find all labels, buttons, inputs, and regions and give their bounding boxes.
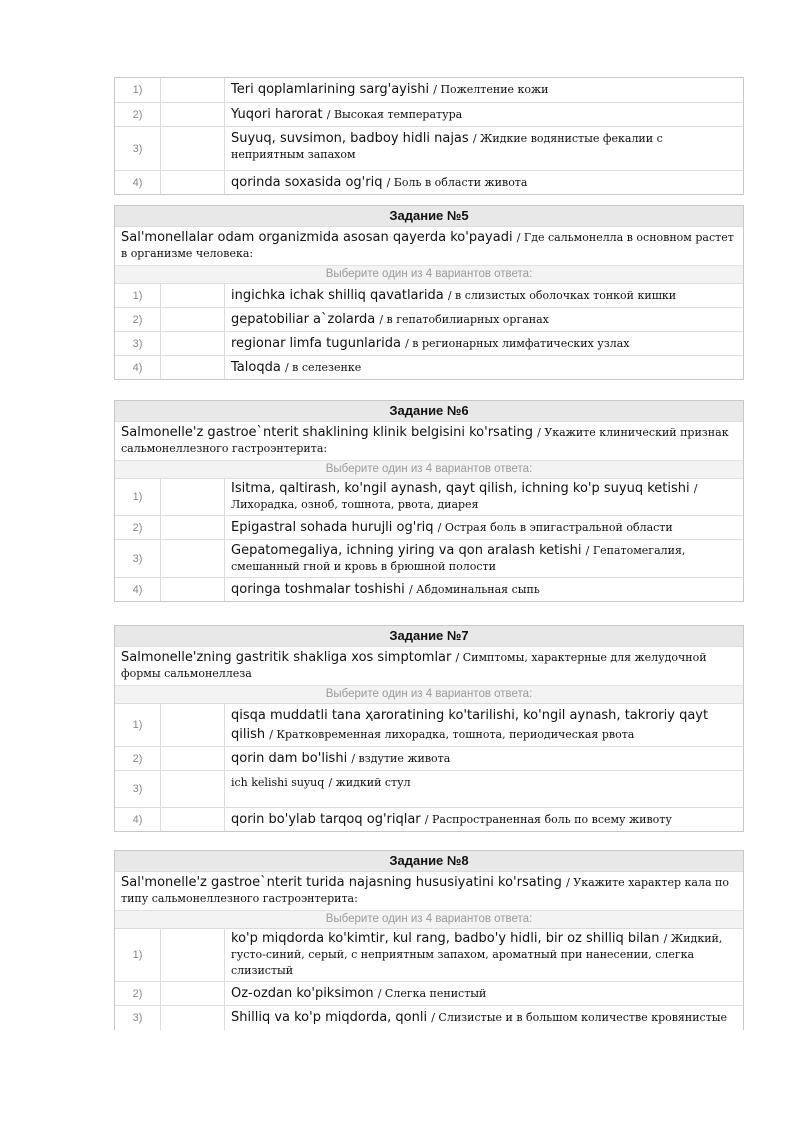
answer-hint: Выберите один из 4 вариантов ответа: xyxy=(115,910,743,928)
answer-number: 1) xyxy=(115,284,161,307)
answer-number: 1) xyxy=(115,704,161,746)
question-text: Salmonelle'zning gastritik shakliga xos simptomlar / Симптомы, характерные для желудочной формы сальмонеллеза xyxy=(115,646,743,685)
answer-row[interactable] xyxy=(115,1005,743,1030)
answer-text: Teri qoplamlarining sarg'ayishi / Пожелтение кожи xyxy=(231,82,549,97)
answer-checkbox-cell[interactable] xyxy=(161,982,225,1005)
answer-number: 2) xyxy=(115,516,161,539)
answer-row[interactable] xyxy=(115,78,743,102)
task-title: Задание №7 xyxy=(115,626,743,646)
answer-checkbox-cell[interactable] xyxy=(161,771,225,807)
answer-row[interactable] xyxy=(115,170,743,194)
answer-text: ich kelishi suyuq / жидкий стул xyxy=(231,776,411,789)
answer-checkbox-cell[interactable] xyxy=(161,704,225,746)
answer-number: 2) xyxy=(115,103,161,126)
answer-number: 3) xyxy=(115,771,161,807)
answer-number: 3) xyxy=(115,1006,161,1030)
answer-checkbox-cell[interactable] xyxy=(161,1006,225,1030)
answer-number: 1) xyxy=(115,78,161,102)
answer-checkbox-cell[interactable] xyxy=(161,578,225,601)
task-5 xyxy=(114,205,744,380)
answer-row[interactable] xyxy=(115,703,743,746)
answer-row[interactable] xyxy=(115,770,743,807)
answer-text: Gepatomegaliya, ichning yiring va qon aralash ketishi / Гепатомегалия, смешанный гной и кровь в брюшной полости xyxy=(231,543,686,573)
task-title: Задание №6 xyxy=(115,401,743,421)
question-text: Sal'monellalar odam organizmida asosan qayerda ko'payadi / Где сальмонелла в основном растет в организме человека: xyxy=(115,226,743,265)
answer-number: 3) xyxy=(115,332,161,355)
task-7 xyxy=(114,625,744,832)
answer-row[interactable] xyxy=(115,981,743,1005)
answer-row[interactable] xyxy=(115,126,743,170)
answer-checkbox-cell[interactable] xyxy=(161,356,225,379)
answer-text: qorin bo'ylab tarqoq og'riqlar / Распространенная боль по всему животу xyxy=(231,812,672,827)
answer-number: 2) xyxy=(115,747,161,770)
answer-hint: Выберите один из 4 вариантов ответа: xyxy=(115,265,743,283)
answer-number: 3) xyxy=(115,127,161,170)
answer-checkbox-cell[interactable] xyxy=(161,479,225,515)
answer-text: Isitma, qaltirash, ko'ngil aynash, qayt qilish, ichning ko'p suyuq ketishi / Лихорадка, озноб, тошнота, рвота, диарея xyxy=(231,481,698,511)
answer-text: qisqa muddatli tana ҳaroratining ko'tarilishi, ko'ngil aynash, takroriy qayt qilish / Кратковременная лихорадка, тошнота, периодическая рвота xyxy=(231,708,709,742)
answer-text: Taloqda / в селезенке xyxy=(231,360,362,375)
answer-number: 4) xyxy=(115,808,161,831)
answer-checkbox-cell[interactable] xyxy=(161,516,225,539)
answer-row[interactable] xyxy=(115,539,743,577)
answer-number: 3) xyxy=(115,540,161,577)
answer-text: ko'p miqdorda ko'kimtir, kul rang, badbo'y hidli, bir oz shilliq bilan / Жидкий, густо-синий, серый, с неприятным запахом, ароматный при нанесении, слегка слизистый xyxy=(231,931,723,977)
answer-checkbox-cell[interactable] xyxy=(161,171,225,194)
answer-text: Shilliq va ko'p miqdorda, qonli / Слизистые и в большом количестве кровянистые xyxy=(231,1010,728,1025)
answer-number: 1) xyxy=(115,929,161,981)
question-text: Sal'monelle'z gastroe`nterit turida najasning hususiyatini ko'rsating / Укажите характер кала по типу сальмонеллезного гастроэнтерита: xyxy=(115,871,743,910)
answer-row[interactable] xyxy=(115,577,743,601)
answer-text: Epigastral sohada hurujli og'riq / Острая боль в эпигастральной области xyxy=(231,520,673,535)
answer-row[interactable] xyxy=(115,331,743,355)
answer-checkbox-cell[interactable] xyxy=(161,929,225,981)
answer-checkbox-cell[interactable] xyxy=(161,127,225,170)
answer-row[interactable] xyxy=(115,478,743,515)
task-8 xyxy=(114,850,744,1030)
answer-row[interactable] xyxy=(115,102,743,126)
task-4-answers xyxy=(114,77,744,195)
answer-row[interactable] xyxy=(115,746,743,770)
answer-number: 2) xyxy=(115,308,161,331)
answer-text: Oz-ozdan ko'piksimon / Слегка пенистый xyxy=(231,986,487,1001)
answer-row[interactable] xyxy=(115,515,743,539)
answer-text: Yuqori harorat / Высокая температура xyxy=(231,107,463,122)
task-6 xyxy=(114,400,744,602)
answer-text: regionar limfa tugunlarida / в регионарных лимфатических узлах xyxy=(231,336,630,351)
answer-checkbox-cell[interactable] xyxy=(161,540,225,577)
answer-checkbox-cell[interactable] xyxy=(161,284,225,307)
answer-text: ingichka ichak shilliq qavatlarida / в слизистых оболочках тонкой кишки xyxy=(231,288,677,303)
answer-row[interactable] xyxy=(115,928,743,981)
answer-checkbox-cell[interactable] xyxy=(161,332,225,355)
answer-number: 4) xyxy=(115,356,161,379)
answer-number: 4) xyxy=(115,171,161,194)
answer-row[interactable] xyxy=(115,807,743,831)
answer-text: Suyuq, suvsimon, badboy hidli najas / Жидкие водянистые фекалии с неприятным запахом xyxy=(231,131,663,161)
answer-row[interactable] xyxy=(115,307,743,331)
answer-checkbox-cell[interactable] xyxy=(161,808,225,831)
answer-text: qorinda soxasida og'riq / Боль в области живота xyxy=(231,175,528,190)
question-text: Salmonelle'z gastroe`nterit shaklining klinik belgisini ko'rsating / Укажите клинический признак сальмонеллезного гастроэнтерита: xyxy=(115,421,743,460)
answer-row[interactable] xyxy=(115,283,743,307)
answer-text: qorin dam bo'lishi / вздутие живота xyxy=(231,751,451,766)
answer-text: qoringa toshmalar toshishi / Абдоминальная сыпь xyxy=(231,582,540,597)
answer-number: 1) xyxy=(115,479,161,515)
answer-number: 2) xyxy=(115,982,161,1005)
answer-checkbox-cell[interactable] xyxy=(161,747,225,770)
answer-hint: Выберите один из 4 вариантов ответа: xyxy=(115,460,743,478)
answer-checkbox-cell[interactable] xyxy=(161,78,225,102)
answer-checkbox-cell[interactable] xyxy=(161,308,225,331)
answer-text: gepatobiliar a`zolarda / в гепатобилиарных органах xyxy=(231,312,549,327)
task-title: Задание №8 xyxy=(115,851,743,871)
answer-hint: Выберите один из 4 вариантов ответа: xyxy=(115,685,743,703)
answer-number: 4) xyxy=(115,578,161,601)
task-title: Задание №5 xyxy=(115,206,743,226)
answer-checkbox-cell[interactable] xyxy=(161,103,225,126)
answer-row[interactable] xyxy=(115,355,743,379)
